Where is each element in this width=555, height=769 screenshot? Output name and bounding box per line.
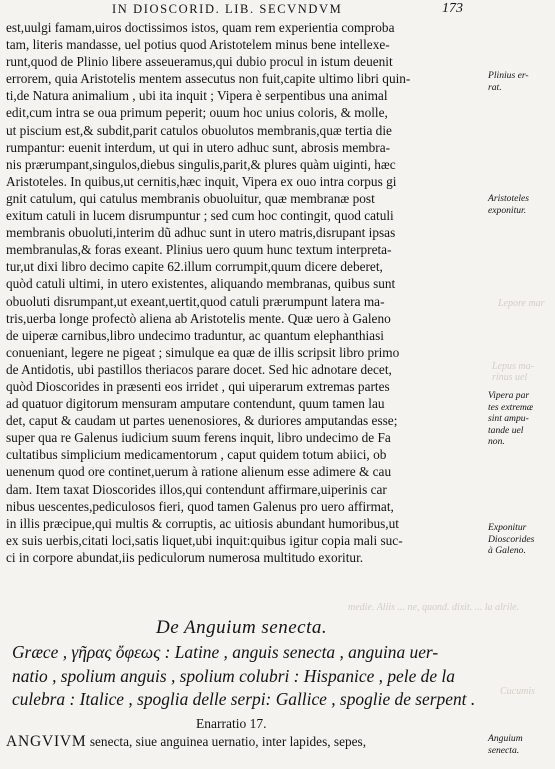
text-line: conueniant, legere ne pigeat ; simulque ea quæ de illis scripsit libro primo — [6, 344, 400, 360]
text-line: ut piscium est,& subdit,parit catulos obuolutos membranis,quæ tertia die — [6, 122, 392, 138]
text-line: tur,ut dixi libro decimo capite 62.illum corrumpit,quum dicere deberet, — [6, 259, 383, 275]
show-through-note: medie. Aliis ... ne, quond. dixit. ... la alrile. — [348, 602, 520, 613]
final-line-rest: senecta, siue anguinea uernatio, inter lapides, sepes, — [86, 734, 367, 749]
text-line: de uiperæ carnibus,libro undecimo traduntur, ac quantum elephanthiasi — [6, 327, 384, 343]
synonymy-line: natio , spolium anguis , spolium colubri : Hispanice , pele de la — [12, 665, 455, 686]
text-line: errorem, quia Aristotelis mentem assecutus non fuit,capite ultimo libri quin- — [6, 71, 411, 87]
margin-note: Anguium senecta. — [488, 733, 523, 756]
text-line: super qua re Galenus iudicium suum ferens inquit, libro undecimo de Fa — [6, 430, 391, 446]
text-line: cultatibus simplicium medicamentorum , caput quidem totum abiici, ob — [6, 447, 387, 463]
text-line: quòd catuli ultimi, in utero existentes, aliquando membranas, quibus sunt — [6, 276, 396, 292]
show-through-note: Cucumis — [500, 686, 535, 697]
text-line: runt,quod de Plinio libere asseueramus,qui dubio procul in istum deuenit — [6, 54, 393, 70]
text-line: Aristoteles. In quibus,ut cernitis,hæc inquit, Vipera ex ouo intra corpus gi — [6, 173, 397, 189]
text-line: quòd Dioscorides in præsenti eos irridet , qui uiperarum extremas partes — [6, 378, 390, 394]
text-line: tam, literis mandasse, uel potius quod Aristotelem minus bene intellexe- — [6, 37, 390, 53]
text-line: tris,uerba longe profectò aliena ab Aristotelis mente. Quæ uero à Galeno — [6, 310, 391, 326]
final-text-line — [6, 733, 366, 751]
margin-note: Exponitur Dioscorides à Galeno. — [488, 522, 535, 556]
initial-word: ANGVIVM — [6, 733, 87, 750]
text-line: ad quatuor digitorum mensuram amputare contendunt, quum tamen lau — [6, 396, 385, 412]
section-heading: De Anguium senecta. — [156, 617, 328, 638]
page-header — [0, 2, 555, 18]
synonymy-line: Græce , γῆρας ὄφεως : Latine , anguis senecta , anguina uer- — [12, 642, 439, 662]
page-number: 173 — [442, 1, 463, 16]
text-line: exitum catuli in lucem disrumpuntur ; sed cum hoc contingit, quod catuli — [6, 208, 394, 224]
margin-note: Aristoteles exponitur. — [488, 193, 530, 216]
text-line: membranis obuoluti,interim dũ adhuc sunt in utero matris,disrupant ipsas — [6, 225, 396, 241]
show-through-note: Lepus ma- rinus uel — [492, 361, 534, 383]
text-line: gnit catulum, qui catulus membranis obuoluitur, quæ membranæ post — [6, 190, 375, 206]
text-line: membranulas,& foras exeant. Plinius uero quum hunc textum interpreta- — [6, 242, 392, 258]
text-line: det, caput & caudam ut partes uenenosiores, & duriores amputandas esse; — [6, 413, 398, 429]
text-line: nis prærumpant,singulos,diebus singulis,parit,& plures quàm uiginti, hæc — [6, 156, 396, 172]
text-line: dam. Item taxat Dioscorides illos,qui contendunt affirmare,uiperinis car — [6, 481, 387, 497]
text-line: ci in corpore abundat,iis pediculorum numerosa multitudo exoritur. — [6, 549, 364, 565]
margin-note: Plinius er- rat. — [488, 70, 529, 93]
synonymy-block — [12, 641, 484, 712]
text-line: edit,cum intra se oua primum peperit; ouum hoc unius coloris, & molle, — [6, 105, 388, 121]
text-line: de Antidotis, ubi pastillos theriacos parare docet. Sed hic adnotare decet, — [6, 361, 392, 377]
text-line: ex suis uerbis,citati loci,satis liquet,ubi inquit:quibus igitur copia mali suc- — [6, 532, 403, 548]
synonymy-line: culebra : Italice , spoglia delle serpi: Gallice , spoglie de serpent . — [12, 689, 476, 709]
main-text-block — [6, 19, 484, 566]
text-line: rumpantur: euenit interdum, ut qui in utero adhuc sunt, abrosis membra- — [6, 139, 391, 155]
show-through-note: Lepore mar — [498, 298, 545, 309]
running-head: IN DIOSCORID. LIB. SECVNDVM — [112, 2, 343, 16]
text-line: uenenum quod ore continet,uerum à ratione alienum esse adimere & cau — [6, 464, 392, 480]
text-line: in illis præcipue,qui multis & corruptis, ac uitiosis abundant humoribus,ut — [6, 515, 399, 531]
enarratio-label: Enarratio 17. — [196, 716, 267, 731]
text-line: nibus uescentes,pediculosos fieri, quod tamen Galenus pro uero affirmat, — [6, 498, 394, 514]
text-line: est,uulgi famam,uiros doctissimos istos, quam rem experientia comproba — [6, 20, 395, 35]
margin-note: Vipera par tes extremæ sint ampu- tande uel non. — [488, 390, 534, 447]
text-line: ti,de Natura animalium , ubi ita inquit ; Vipera è serpentibus una animal — [6, 88, 388, 104]
text-line: obuoluti disrumpant,ut exeant,uertit,quod catuli prærumpunt latera ma- — [6, 293, 385, 309]
